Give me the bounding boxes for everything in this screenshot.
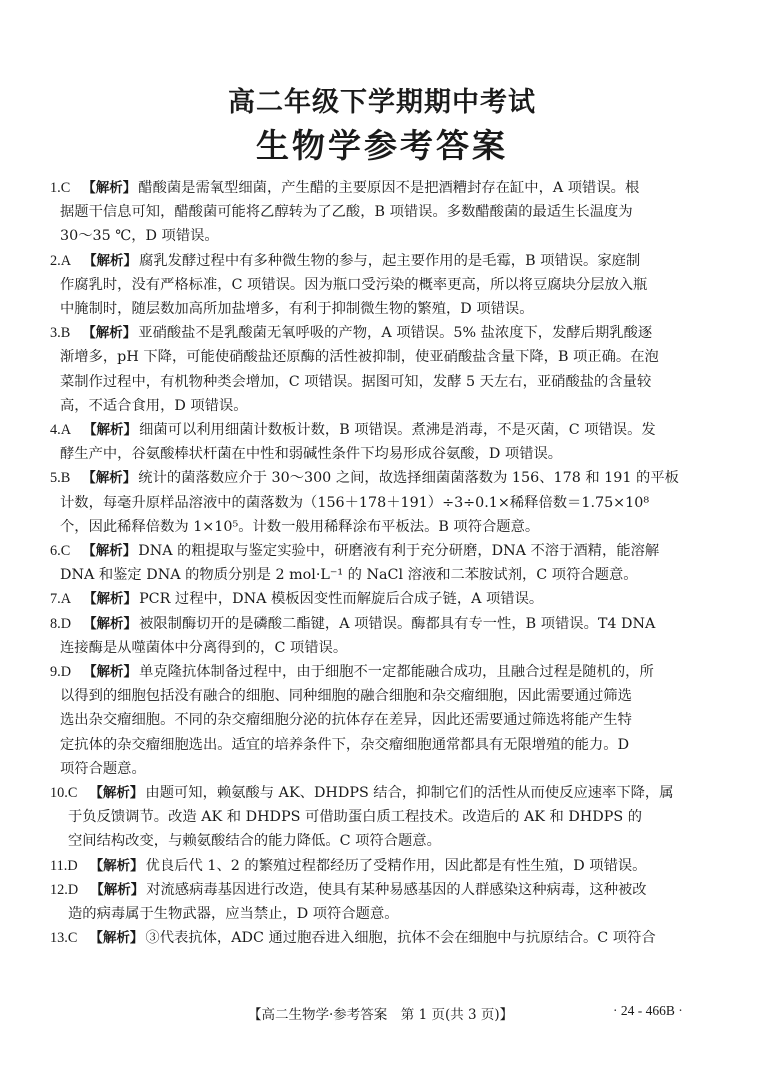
answer-number: 8. <box>50 615 61 632</box>
analysis-tag: 【解析】 <box>89 785 144 802</box>
answer-continuation-line: 造的病毒属于生物武器，应当禁止，D 项符合题意。 <box>68 906 399 923</box>
analysis-tag: 【解析】 <box>83 615 138 632</box>
answer-continuation-line: 项符合题意。 <box>60 760 146 777</box>
answer-first-line <box>50 660 700 684</box>
answer-first-line <box>50 321 700 345</box>
answer-number: 4. <box>50 422 61 439</box>
answer-text: PCR 过程中，DNA 模板因变性而解旋后合成子链，A 项错误。 <box>139 591 544 608</box>
analysis-tag: 【解析】 <box>90 881 145 898</box>
answer-number: 9. <box>50 664 61 681</box>
answer-text: 醋酸菌是需氧型细菌，产生醋的主要原因不是把酒糟封存在缸中，A 项错误。根 <box>138 180 640 196</box>
answer-continuation-line: 于负反馈调节。改造 AK 和 DHDPS 可借助蛋白质工程技术。改造后的 AK 和 DHDPS 的 <box>68 809 642 826</box>
answer-number: 2. <box>50 252 61 269</box>
answer-text: 单克隆抗体制备过程中，由于细胞不一定都能融合成功，且融合过程是随机的，所 <box>139 664 654 681</box>
analysis-tag: 【解析】 <box>83 422 138 439</box>
answer-text: 亚硝酸盐不是乳酸菌无氧呼吸的产物，A 项错误。5% 盐浓度下，发酵后期乳酸逐 <box>138 325 653 342</box>
answer-first-line <box>50 612 700 636</box>
analysis-tag: 【解析】 <box>89 930 144 947</box>
analysis-tag: 【解析】 <box>82 180 137 196</box>
answer-text: 优良后代 1、2 的繁殖过程都经历了受精作用，因此都是有性生殖，D 项错误。 <box>145 857 647 874</box>
answer-item <box>0 660 764 781</box>
answer-item <box>0 418 764 466</box>
answer-first-line <box>50 418 700 442</box>
answer-item <box>0 587 764 611</box>
answer-text: 统计的菌落数应介于 30～300 之间，故选择细菌菌落数为 156、178 和 191 的平板 <box>138 470 679 487</box>
answer-continuation-line: 以得到的细胞包括没有融合的细胞、同种细胞的融合细胞和杂交瘤细胞，因此需要通过筛选 <box>60 688 632 705</box>
answer-number: 5. <box>50 470 61 487</box>
answer-continuation-line: 渐增多，pH 下降，可能使硝酸盐还原酶的活性被抑制，使亚硝酸盐含量下降，B 项正确。在泡 <box>60 349 659 366</box>
answer-continuation-line: 作腐乳时，没有严格标准，C 项错误。因为瓶口受污染的概率更高，所以将豆腐块分层放入瓶 <box>60 276 648 293</box>
page-subtitle: 生物学参考答案 <box>256 126 508 165</box>
answer-text: ③代表抗体，ADC 通过胞吞进入细胞，抗体不会在细胞中与抗原结合。C 项符合 <box>145 930 656 947</box>
answer-letter: A <box>60 422 72 439</box>
answer-item <box>0 612 764 660</box>
answer-continuation-line: 选出杂交瘤细胞。不同的杂交瘤细胞分泌的抗体存在差异，因此还需要通过筛选将能产生特 <box>60 712 632 729</box>
answer-first-line <box>50 878 700 902</box>
answer-text: 腐乳发酵过程中有多种微生物的参与，起主要作用的是毛霉，B 项错误。家庭制 <box>139 252 641 269</box>
answer-continuation-line: 酵生产中，谷氨酸棒状杆菌在中性和弱碱性条件下均易形成谷氨酸，D 项错误。 <box>60 446 563 463</box>
analysis-tag: 【解析】 <box>82 325 137 342</box>
analysis-tag: 【解析】 <box>82 470 137 487</box>
analysis-tag: 【解析】 <box>89 857 144 874</box>
answer-item <box>0 854 764 878</box>
page-title: 高二年级下学期期中考试 <box>228 87 536 118</box>
answer-text: DNA 的粗提取与鉴定实验中，研磨液有利于充分研磨，DNA 不溶于酒精，能溶解 <box>138 543 660 560</box>
answer-text: 由题可知，赖氨酸与 AK、DHDPS 结合，抑制它们的活性从而使反应速率下降，属 <box>145 785 674 802</box>
answer-continuation-line: 高，不适合食用，D 项错误。 <box>60 397 248 414</box>
footer-doc-code: · 24 - 466B · <box>613 1003 683 1018</box>
answer-number: 13. <box>50 930 68 947</box>
answer-continuation-line: 个，因此稀释倍数为 1×10⁵。计数一般用稀释涂布平板法。B 项符合题意。 <box>60 518 540 535</box>
answer-continuation-line: 据题干信息可知，醋酸菌可能将乙醇转为了乙酸，B 项错误。多数醋酸菌的最适生长温度为 <box>60 204 633 221</box>
answer-first-line <box>50 781 700 805</box>
answer-continuation-line: 定抗体的杂交瘤细胞选出。适宜的培养条件下，杂交瘤细胞通常都具有无限增殖的能力。D <box>60 736 630 753</box>
answer-first-line <box>50 466 700 490</box>
answer-text: 被限制酶切开的是磷酸二酯键，A 项错误。酶都具有专一性，B 项错误。T4 DNA <box>139 615 656 632</box>
answer-text: 细菌可以利用细菌计数板计数，B 项错误。煮沸是消毒，不是灭菌，C 项错误。发 <box>139 422 656 439</box>
answer-number: 12. <box>50 881 68 898</box>
analysis-tag: 【解析】 <box>83 664 138 681</box>
answer-number: 11. <box>50 857 68 874</box>
answer-letter: D <box>67 881 79 898</box>
answer-item <box>0 878 764 926</box>
answer-first-line <box>50 176 700 200</box>
answer-letter: D <box>60 615 72 632</box>
answer-first-line <box>50 249 700 273</box>
analysis-tag: 【解析】 <box>83 591 138 608</box>
answer-item <box>0 781 764 854</box>
answer-item <box>0 926 764 950</box>
answer-letter: D <box>60 664 72 681</box>
answer-letter: B <box>60 325 71 342</box>
answer-item <box>0 176 764 249</box>
answer-letter: D <box>67 857 78 874</box>
answer-continuation-line: 30～35 ℃，D 项错误。 <box>60 228 219 245</box>
answer-letter: C <box>67 930 78 947</box>
answer-item <box>0 539 764 587</box>
answer-first-line <box>50 539 700 563</box>
answer-number: 1. <box>50 180 61 196</box>
answer-letter: C <box>67 785 78 802</box>
answer-letter: C <box>60 543 71 560</box>
analysis-tag: 【解析】 <box>82 543 137 560</box>
footer-page-info: 【高二生物学·参考答案 第 1 页(共 3 页)】 <box>248 1007 514 1023</box>
answer-continuation-line: 中腌制时，随层数加高所加盐增多，有利于抑制微生物的繁殖，D 项错误。 <box>60 301 534 318</box>
answer-letter: A <box>60 252 72 269</box>
answer-letter: C <box>60 180 71 196</box>
answer-number: 3. <box>50 325 61 342</box>
answer-item <box>0 249 764 322</box>
answer-item <box>0 321 764 418</box>
answer-continuation-line: 计数，每毫升原样品溶液中的菌落数为（156＋178＋191）÷3÷0.1×稀释倍数＝1.75×10⁸ <box>60 494 650 511</box>
answer-letter: B <box>60 470 71 487</box>
answer-continuation-line: 连接酶是从噬菌体中分离得到的，C 项错误。 <box>60 639 348 656</box>
answer-list <box>0 176 764 951</box>
answer-first-line <box>50 854 700 878</box>
answer-continuation-line: DNA 和鉴定 DNA 的物质分别是 2 mol·L⁻¹ 的 NaCl 溶液和二苯胺试剂，C 项符合题意。 <box>60 567 638 584</box>
answer-text: 对流感病毒基因进行改造，使具有某种易感基因的人群感染这种病毒，这种被改 <box>146 881 647 898</box>
analysis-tag: 【解析】 <box>83 252 138 269</box>
answer-number: 6. <box>50 543 61 560</box>
answer-first-line <box>50 926 700 950</box>
answer-number: 7. <box>50 591 61 608</box>
answer-letter: A <box>60 591 72 608</box>
answer-item <box>0 466 764 539</box>
answer-continuation-line: 菜制作过程中，有机物种类会增加，C 项错误。据图可知，发酵 5 天左右，亚硝酸盐的含量较 <box>60 373 652 390</box>
answer-continuation-line: 空间结构改变，与赖氨酸结合的能力降低。C 项符合题意。 <box>68 833 441 850</box>
answer-first-line <box>50 587 700 611</box>
answer-number: 10. <box>50 785 68 802</box>
